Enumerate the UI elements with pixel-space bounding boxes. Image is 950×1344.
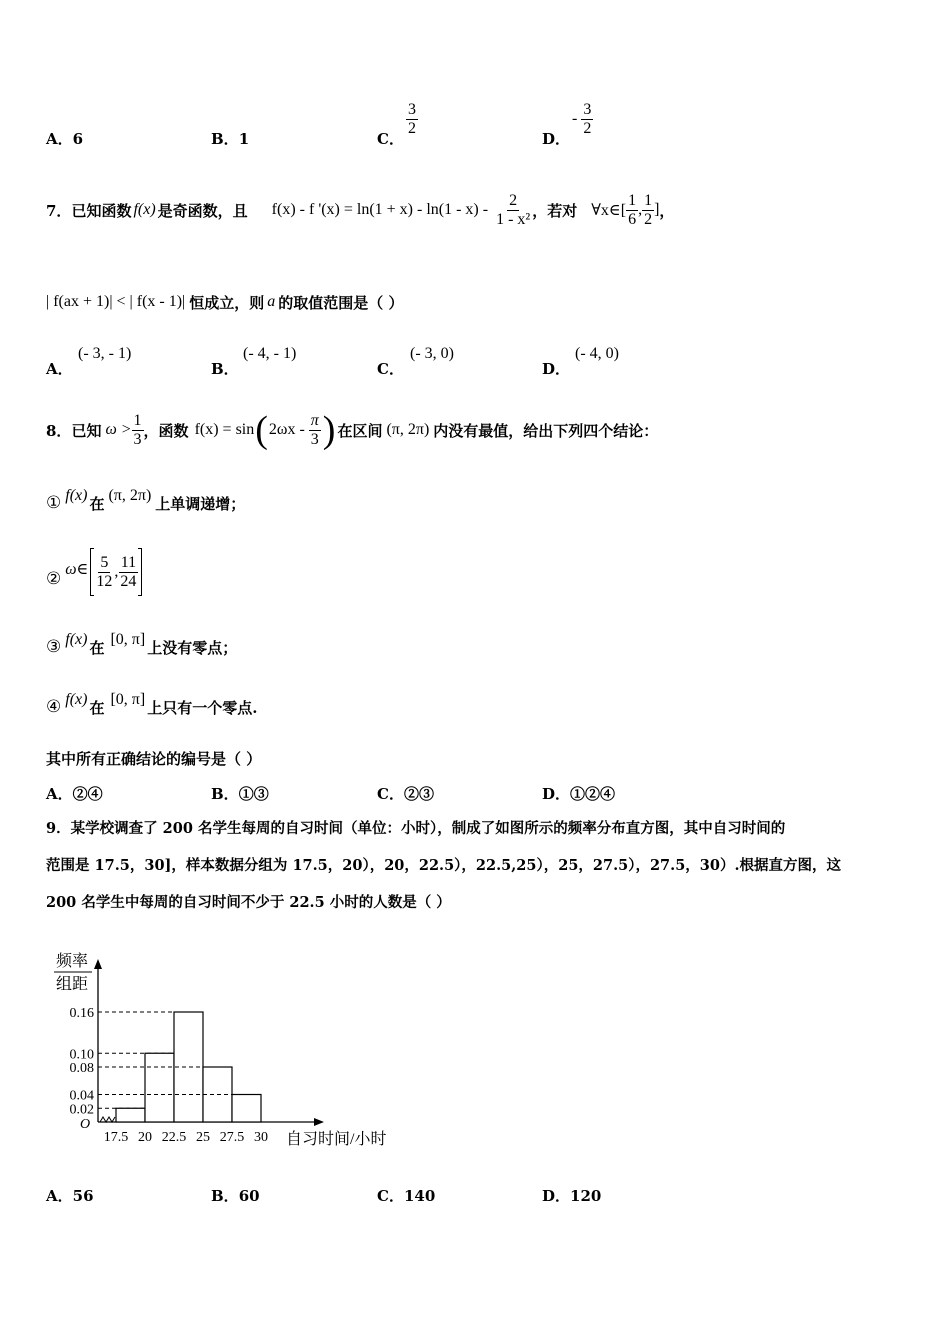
right-paren: ): [322, 409, 336, 451]
q6-option-a[interactable]: [46, 128, 83, 149]
numerator: 11: [120, 553, 137, 571]
denominator: 2: [583, 119, 592, 137]
q6-option-c-fraction: [406, 101, 418, 137]
numerator: 3: [583, 101, 592, 118]
circled-number: ④: [46, 697, 62, 716]
q8-c4-zai: 在: [89, 698, 105, 717]
q7-option-b[interactable]: [211, 358, 239, 379]
question-number: 7．: [46, 201, 72, 220]
option-label: C．: [377, 360, 404, 378]
q8-omega-fraction: [132, 412, 144, 448]
x-tick-label: 20: [138, 1130, 152, 1145]
q9-stem-line1: 9．某学校调查了 200 名学生每周的自习时间（单位：小时），制成了如图所示的频率分布直方图，其中自习时间的: [46, 820, 786, 837]
q7-a-variable: a: [267, 293, 276, 310]
numerator: 1: [628, 191, 637, 209]
bar-27.5-30: [232, 1095, 261, 1123]
q7-forall: ∀x∈[: [591, 202, 627, 219]
numerator: 5: [100, 553, 109, 571]
x-tick-label: 22.5: [161, 1130, 187, 1145]
option-label: B．: [211, 360, 239, 378]
q8-func-label: ，函数: [143, 421, 189, 440]
q6-option-b[interactable]: [211, 128, 249, 149]
option-label: A．: [46, 785, 73, 803]
minus-sign: -: [572, 110, 578, 128]
circled-number: ②: [46, 569, 62, 588]
q9-stem-line2: 范围是 17.5，30]，样本数据分组为 17.5，20），20，22.5），22.5,25），25，27.5），27.5，30）.根据直方图，这: [46, 857, 842, 874]
option-label: D．: [542, 785, 571, 803]
x-axis-arrow: [314, 1118, 324, 1126]
numerator: 1: [133, 411, 142, 429]
q8-question: 其中所有正确结论的编号是（ ）: [46, 750, 262, 768]
option-label: C．: [377, 785, 404, 803]
denominator: 24: [120, 572, 137, 590]
option-label: A．: [46, 360, 73, 378]
q9-option-b[interactable]: [211, 1185, 260, 1206]
y-tick-label: 0.08: [69, 1061, 94, 1076]
q8-c1-zai: 在: [89, 494, 105, 513]
denominator: 6: [628, 210, 637, 228]
y-tick-label: 0.04: [69, 1088, 94, 1104]
q8-c3-zai: 在: [89, 638, 105, 657]
q6-option-d[interactable]: [542, 128, 570, 149]
x-tick-label: 27.5: [219, 1130, 245, 1145]
y-tick-label: 0.02: [69, 1102, 94, 1118]
q9-option-c[interactable]: [377, 1185, 435, 1206]
bar-20-22.5: [145, 1053, 174, 1122]
option-label: D．: [542, 1187, 571, 1205]
q7-fx: f(x): [133, 201, 156, 218]
option-label: A．: [46, 130, 73, 148]
q7-range-question: 的取值范围是（ ）: [278, 293, 404, 312]
option-label: D．: [542, 360, 571, 378]
numerator: 1: [644, 191, 653, 209]
q8-known: 已知: [71, 421, 102, 440]
q7-option-a[interactable]: [46, 358, 73, 379]
x-tick-label: 25: [196, 1130, 210, 1145]
q7-option-d-value: (- 4, 0): [575, 345, 619, 362]
ylabel-top: 频率: [56, 953, 89, 970]
y-tick-label: 0.16: [69, 1006, 94, 1021]
xlabel: 自习时间/小时: [286, 1131, 387, 1148]
option-value: ②④: [72, 785, 103, 803]
q8-c3-fx: f(x): [65, 631, 88, 648]
axis-break-icon: [100, 1117, 115, 1122]
circled-number: ③: [46, 637, 62, 656]
q8-option-c[interactable]: [377, 783, 434, 804]
bar-17.5-20: [116, 1108, 145, 1122]
q6-option-c[interactable]: [377, 128, 404, 149]
option-label: B．: [211, 785, 239, 803]
q7-stem-line1: 7． 已知函数 f(x) 是奇函数，且 f(x) - f '(x) = ln(1 + x) - ln(1 - x) - $\frac{2}{\text{1 - x²}}$ ，若对 ∀x∈[ $\frac{1}{6}$ , $\frac{1}{2}$ ] ，: [46, 191, 675, 228]
frequency-histogram: [40, 945, 420, 1160]
left-paren: (: [255, 409, 268, 451]
q8-c4-fx: f(x): [65, 691, 88, 708]
q6-option-d-fraction: [572, 101, 593, 137]
q8-stem: [46, 405, 658, 455]
q9-stem-line3: 200 名学生中每周的自习时间不少于 22.5 小时的人数是（ ）: [46, 894, 451, 911]
q8-c3-interval: [0, π]: [110, 631, 146, 648]
q7-interval-b: [642, 192, 654, 228]
q8-c4-text: 上只有一个零点.: [147, 698, 258, 717]
q7-interval-close: ]: [654, 201, 660, 218]
q7-option-b-value: (- 4, - 1): [243, 345, 297, 362]
option-value: ①②④: [570, 785, 616, 803]
q8-c2-interval: $\frac{5}{12}$ , $\frac{11}{24}$: [90, 548, 142, 596]
y-axis-arrow: [94, 959, 102, 969]
denominator: 2: [644, 210, 653, 228]
denominator: 12: [96, 572, 113, 590]
question-number: 8．: [46, 421, 72, 440]
q8-option-d[interactable]: [542, 783, 615, 804]
q8-func-eq: f(x) = sin: [194, 421, 255, 438]
q9-option-a[interactable]: [46, 1185, 94, 1206]
y-tick-label: 0.10: [69, 1047, 94, 1063]
numerator: π: [310, 411, 319, 429]
option-label: B．: [211, 1187, 239, 1205]
q7-option-c-value: (- 3, 0): [410, 345, 454, 362]
q7-comma: ，: [659, 201, 675, 220]
q7-stem-line2: [46, 287, 404, 317]
q8-interval: (π, 2π): [386, 421, 430, 438]
q7-equation-left: f(x) - f '(x) = ln(1 + x) - ln(1 - x) -: [271, 201, 489, 218]
numerator: 2: [509, 191, 518, 209]
circled-number: ①: [46, 493, 62, 512]
q7-is-odd: 是奇函数，且: [157, 201, 248, 220]
denominator: 3: [310, 430, 319, 448]
x-tick-label: 30: [254, 1130, 268, 1145]
q8-option-a[interactable]: [46, 783, 103, 804]
q7-holds: 恒成立，则: [189, 293, 265, 312]
q8-conclusion-1: [46, 486, 245, 520]
q8-conclusion-2: [46, 545, 142, 599]
q7-equation-fraction: [494, 192, 532, 228]
x-tick-label: 17.5: [103, 1130, 129, 1145]
origin-label: O: [80, 1117, 91, 1132]
option-label: C．: [377, 130, 404, 148]
option-value: 60: [238, 1187, 260, 1205]
q9-option-d[interactable]: [542, 1185, 601, 1206]
q7-if-for: ，若对: [532, 201, 578, 220]
q8-c1-text: 上单调递增；: [155, 494, 246, 513]
q8-c2-omega: ω∈: [65, 561, 89, 578]
option-value: ①③: [238, 785, 269, 803]
denominator: 1 - x²: [496, 210, 531, 228]
q7-option-c[interactable]: [377, 358, 404, 379]
q8-conclusion-4: [46, 690, 257, 724]
q7-intro: 已知函数: [71, 201, 132, 220]
q8-c4-interval: [0, π]: [110, 691, 146, 708]
ylabel-bottom: 组距: [56, 976, 89, 993]
q7-inequality: | f(ax + 1)| < | f(x - 1)|: [46, 293, 186, 310]
q8-arg-fraction: [309, 412, 321, 448]
q8-c1-interval: (π, 2π): [108, 487, 152, 504]
q8-in-interval: 在区间: [337, 421, 383, 440]
option-label: A．: [46, 1187, 73, 1205]
option-label: B．: [211, 130, 239, 148]
option-value: 140: [403, 1187, 436, 1205]
q8-omega-gt: ω >: [105, 421, 132, 438]
option-value: 120: [570, 1187, 602, 1205]
q8-c1-fx: f(x): [65, 487, 88, 504]
option-label: D．: [542, 130, 571, 148]
denominator: 3: [133, 430, 142, 448]
q8-c3-text: 上没有零点；: [147, 638, 238, 657]
numerator: 3: [408, 101, 416, 118]
q7-interval-a: [626, 192, 638, 228]
option-label: C．: [377, 1187, 404, 1205]
denominator: 2: [408, 119, 416, 137]
q7-option-d[interactable]: [542, 358, 570, 379]
q8-conclusion-3: [46, 630, 237, 664]
option-value: 6: [72, 130, 84, 148]
option-value: ②③: [403, 785, 434, 803]
q8-option-b[interactable]: [211, 783, 269, 804]
q8-rest: 内没有最值，给出下列四个结论：: [433, 421, 659, 440]
q8-arg-left: 2ωx -: [268, 421, 305, 438]
option-value: 56: [72, 1187, 94, 1205]
q7-option-a-value: (- 3, - 1): [78, 345, 132, 362]
option-value: 1: [238, 130, 250, 148]
